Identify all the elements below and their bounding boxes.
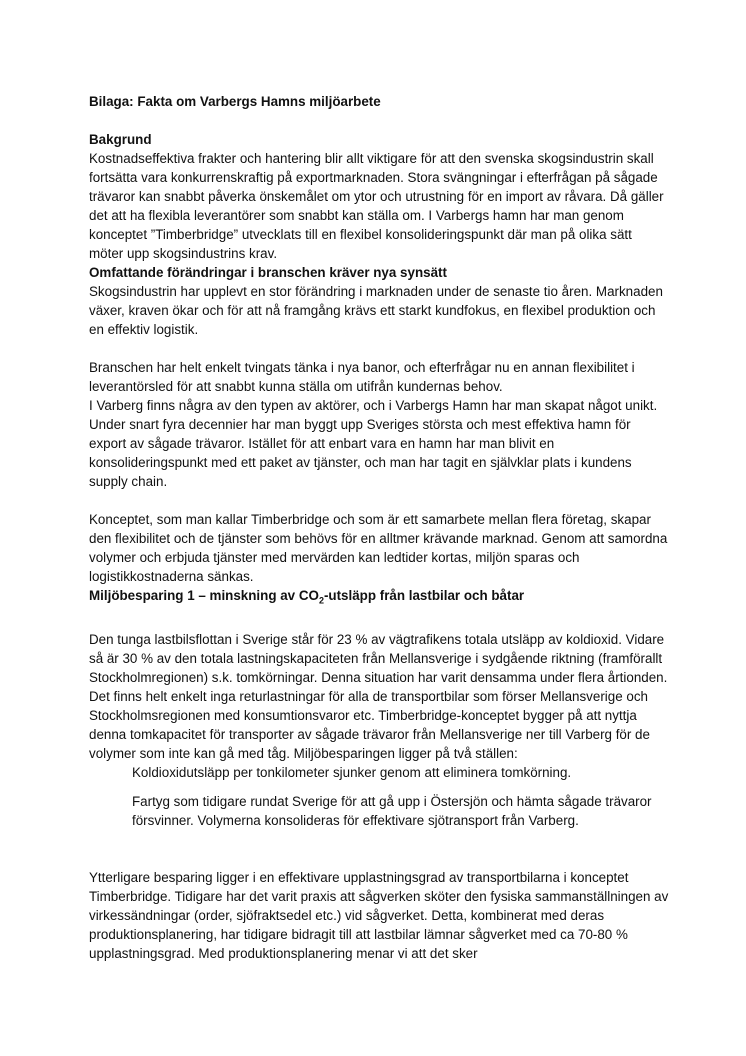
paragraph-forandringar-4: Konceptet, som man kallar Timberbridge och som är ett samarbete mellan flera företag, skapar den flexibilitet och de tjänster som behövs för en alltmer krävande marknad. Genom att samordna volymer och erbjuda tjänster med mervärden kan ledtider kortas, miljön sparas och logistikkostnaderna sänkas. <box>89 512 668 584</box>
paragraph-bakgrund: Kostnadseffektiva frakter och hantering blir allt viktigare för att den svenska skogsindustrin skall fortsätta vara konkurrenskraftig på exportmarknaden. Stora svängningar i efterfrågan på sågade trävaror kan snabbt påverka önskemålet om ytor och utrustning för en import av råvara. Då gäller det att ha flexibla leverantörer som snabbt kan ställa om. I Varbergs hamn har man genom konceptet ”Timberbridge” utvecklats till en flexibel konsolideringspunkt där man på olika sätt möter upp skogsindustrins krav. <box>89 151 664 261</box>
section-heading-miljobesparing <box>89 586 669 611</box>
section-heading-bakgrund: Bakgrund <box>89 132 152 147</box>
paragraph-forandringar-3: I Varberg finns några av den typen av aktörer, och i Varbergs Hamn har man skapat något unikt. Under snart fyra decennier har man byggt upp Sveriges största och mest effektiva hamn för export av sågade trävaror. Istället för att enbart vara en hamn har man blivit en konsolideringspunkt med ett paket av tjänster, och man har tagit en självklar plats i kundens supply chain. <box>89 398 658 489</box>
section-heading-forandringar: Omfattande förändringar i branschen kräver nya synsätt <box>89 265 447 280</box>
heading-text-post: -utsläpp från lastbilar och båtar <box>323 588 525 603</box>
paragraph-forandringar-1: Skogsindustrin har upplevt en stor förändring i marknaden under de senaste tio åren. Marknaden växer, kraven ökar och för att nå framgång krävs ett starkt kundfokus, en flexibel produktion och en effektiv logistik. <box>89 284 663 337</box>
paragraph-miljobesparing-1: Den tunga lastbilsflottan i Sverige står för 23 % av vägtrafikens totala utsläpp av koldioxid. Vidare så är 30 % av den totala lastningskapaciteten från Mellansverige i sydgående riktning (framförallt Stockholmregionen) s.k. tomkörningar. Denna situation har varit densamma under flera årtionden. Det finns helt enkelt inga returlastningar för alla de transportbilar som förser Mellansverige och Stockholmsregionen med konsumtionsvaror etc. Timberbridge-konceptet bygger på att nyttja denna tomkapacitet för transporter av sågade trävaror från Mellansverige ner till Varberg för de volymer som inte kan gå med tåg. Miljöbesparingen ligger på två ställen: <box>89 631 668 761</box>
document-page <box>89 92 669 963</box>
bullet-item-2: Fartyg som tidigare rundat Sverige för att gå upp i Östersjön och hämta sågade trävaror försvinner. Volymerna konsolideras för effektivare sjötransport från Varberg. <box>132 793 652 828</box>
heading-text-pre: Miljöbesparing 1 – minskning av CO <box>89 588 319 603</box>
bullet-item-1: Koldioxidutsläpp per tonkilometer sjunker genom att eliminera tomkörning. <box>132 764 572 780</box>
document-title: Bilaga: Fakta om Varbergs Hamns miljöarbete <box>89 94 381 109</box>
heading-subscript: 2 <box>318 595 324 606</box>
paragraph-forandringar-2: Branschen har helt enkelt tvingats tänka i nya banor, och efterfrågar nu en annan flexibilitet i leverantörsled för att snabbt kunna ställa om utifrån kundernas behov. <box>89 360 635 394</box>
paragraph-miljobesparing-2: Ytterligare besparing ligger i en effektivare upplastningsgrad av transportbilarna i konceptet Timberbridge. Tidigare har det varit praxis att sågverken sköter den fysiska sammanställningen av virkessändningar (order, sjöfraktsedel etc.) vid sågverket. Detta, kombinerat med deras produktionsplanering, har tidigare bidragit till att lastbilar lämnar sågverket med ca 70-80 % upplastningsgrad. Med produktionsplanering menar vi att det sker <box>89 869 669 961</box>
